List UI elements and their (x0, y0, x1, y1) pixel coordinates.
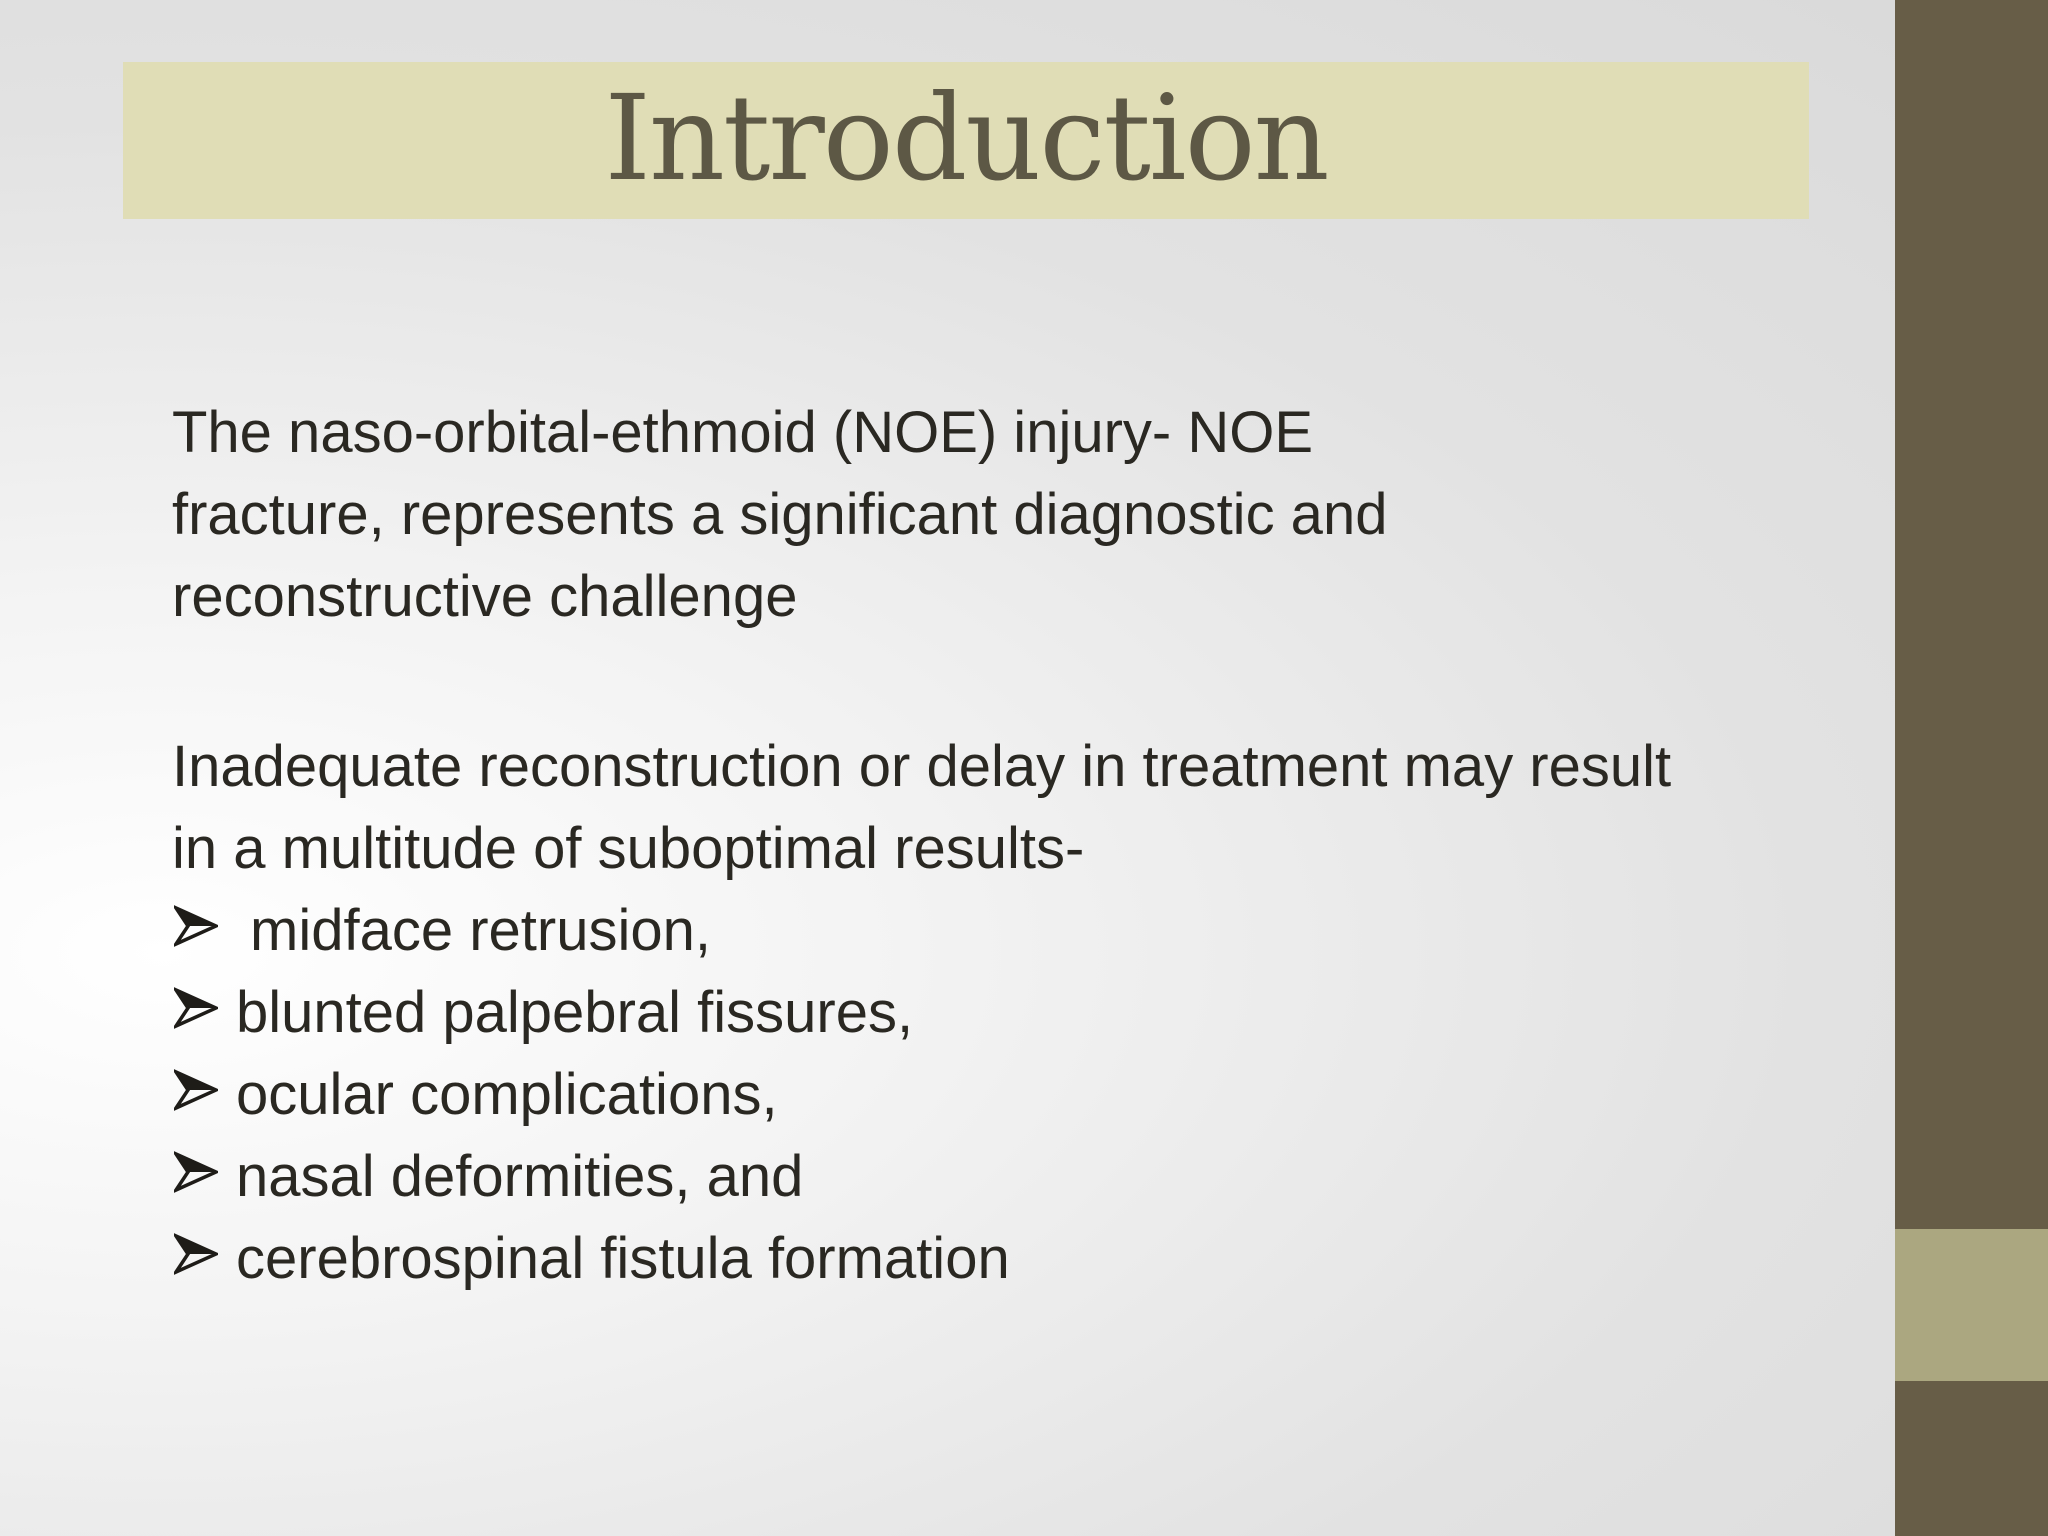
bullet-text: ocular complications, (236, 1062, 778, 1127)
arrowhead-bullet-icon (172, 1136, 236, 1218)
title-bar (123, 62, 1809, 219)
slide-content (172, 392, 1852, 1300)
bullet-text: cerebrospinal fistula formation (236, 1226, 1010, 1291)
arrowhead-bullet-icon (172, 1218, 236, 1300)
list-item (172, 1218, 1852, 1300)
list-item (172, 1136, 1852, 1218)
slide-title: Introduction (604, 68, 1328, 207)
arrowhead-bullet-icon (172, 1054, 236, 1136)
paragraph-spacer (172, 638, 1852, 726)
bullet-text: midface retrusion, (250, 898, 711, 963)
bullet-text: blunted palpebral fissures, (236, 980, 914, 1045)
list-item (172, 890, 1852, 972)
list-item (172, 1054, 1852, 1136)
bullet-list (172, 890, 1852, 1300)
list-item (172, 972, 1852, 1054)
results-paragraph: Inadequate reconstruction or delay in treatment may result in a multitude of suboptimal results- (172, 734, 1672, 881)
bullet-text: nasal deformities, and (236, 1144, 804, 1209)
arrowhead-bullet-icon (172, 972, 236, 1054)
side-accent-block (1895, 1229, 2048, 1381)
arrowhead-bullet-icon (172, 890, 236, 972)
intro-paragraph: The naso-orbital-ethmoid (NOE) injury- NOE fracture, represents a significant diagnostic and reconstructive challenge (172, 400, 1388, 629)
